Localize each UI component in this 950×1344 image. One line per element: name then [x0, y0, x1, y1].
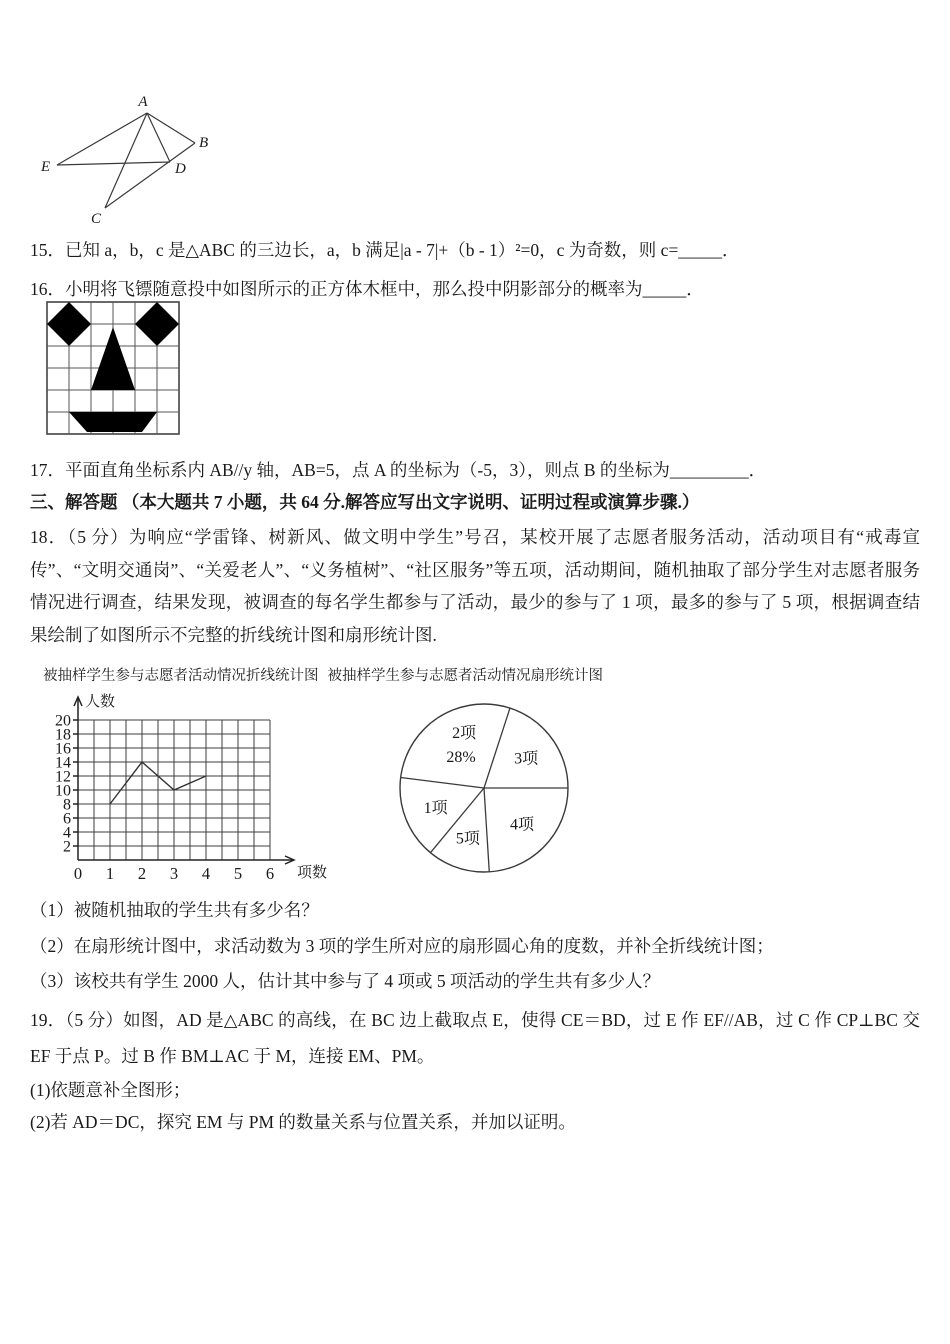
svg-text:6: 6: [63, 810, 71, 828]
vertex-label-a: A: [138, 94, 148, 110]
line-chart: [55, 688, 340, 890]
line-chart-caption: 被抽样学生参与志愿者活动情况折线统计图: [43, 668, 319, 684]
question-19-intro: 19．（5 分）如图，AD 是△ABC 的高线，在 BC 边上截取点 E，使得 CE＝BD，过 E 作 EF//AB，过 C 作 CP⊥BC 交 EF 于点 P。过 B 作 BM⊥AC 于 M，连接 EM、PM。: [30, 1010, 920, 1066]
question-15: 15．已知 a，b，c 是△ABC 的三边长，a，b 满足|a - 7|+（b - 1）²=0，c 为奇数，则 c=_____．: [30, 240, 740, 260]
dartboard-grid-figure: [46, 301, 182, 437]
vertex-label-c: C: [91, 211, 102, 227]
svg-text:5项: 5项: [455, 830, 480, 848]
vertex-label-e: E: [41, 159, 51, 175]
question-19-part-2: (2)若 AD＝DC，探究 EM 与 PM 的数量关系与位置关系，并加以证明。: [30, 1112, 576, 1132]
svg-text:3: 3: [169, 864, 179, 883]
svg-text:1项: 1项: [423, 800, 448, 818]
svg-text:16: 16: [55, 740, 71, 758]
svg-text:6: 6: [265, 864, 275, 883]
question-16: 16．小明将飞镖随意投中如图所示的正方体木框中，那么投中阴影部分的概率为_____．: [30, 279, 704, 299]
svg-text:8: 8: [63, 796, 71, 814]
section-3-header: 三、解答题 （本大题共 7 小题，共 64 分.解答应写出文字说明、证明过程或演算步骤.）: [30, 492, 700, 512]
chart-captions: [43, 664, 612, 685]
svg-text:20: 20: [55, 712, 71, 730]
svg-text:28%: 28%: [446, 749, 476, 767]
svg-text:4: 4: [63, 824, 71, 842]
question-19-part-1: (1)依题意补全图形；: [30, 1080, 191, 1100]
vertex-label-d: D: [175, 161, 186, 177]
svg-text:2: 2: [137, 864, 147, 883]
svg-text:项数: 项数: [297, 865, 328, 881]
svg-text:10: 10: [55, 782, 71, 800]
question-18-part-3: （3）该校共有学生 2000 人，估计其中参与了 4 项或 5 项活动的学生共有多少人？: [30, 971, 660, 991]
svg-text:0: 0: [73, 864, 83, 883]
triangle-figure: [35, 92, 225, 230]
svg-text:2: 2: [63, 838, 71, 856]
svg-text:4: 4: [201, 864, 211, 883]
pie-chart-caption: 被抽样学生参与志愿者活动情况扇形统计图: [327, 668, 603, 684]
question-17: 17．平面直角坐标系内 AB//y 轴，AB=5，点 A 的坐标为（-5，3），则点 B 的坐标为_________．: [30, 460, 767, 480]
svg-text:5: 5: [233, 864, 243, 883]
question-18-part-2: （2）在扇形统计图中，求活动数为 3 项的学生所对应的扇形圆心角的度数，并补全折线统计图；: [30, 936, 774, 956]
svg-text:18: 18: [55, 726, 71, 744]
svg-text:人数: 人数: [85, 694, 116, 710]
svg-text:1: 1: [105, 864, 115, 883]
svg-text:14: 14: [55, 754, 71, 772]
question-18-part-1: （1）被随机抽取的学生共有多少名？: [30, 900, 319, 920]
svg-text:12: 12: [55, 768, 71, 786]
svg-text:4项: 4项: [509, 816, 534, 834]
pie-chart: [394, 697, 584, 887]
svg-text:2项: 2项: [452, 725, 477, 743]
svg-text:3项: 3项: [514, 750, 539, 768]
vertex-label-b: B: [199, 135, 209, 151]
question-18-intro: 18．（5 分）为响应“学雷锋、树新风、做文明中学生”号召，某校开展了志愿者服务活动，活动项目有“戒毒宣传”、“文明交通岗”、“关爱老人”、“义务植树”、“社区服务”等五项，活动期间，随机抽取了部分学生对志愿者服务情况进行调查，结果发现，被调查的每名学生都参与了活动，最少的参与了 1 项，最多的参与了 5 项，根据调查结果绘制了如图所示不完整的折线统计图和扇形统计图.: [30, 527, 920, 645]
